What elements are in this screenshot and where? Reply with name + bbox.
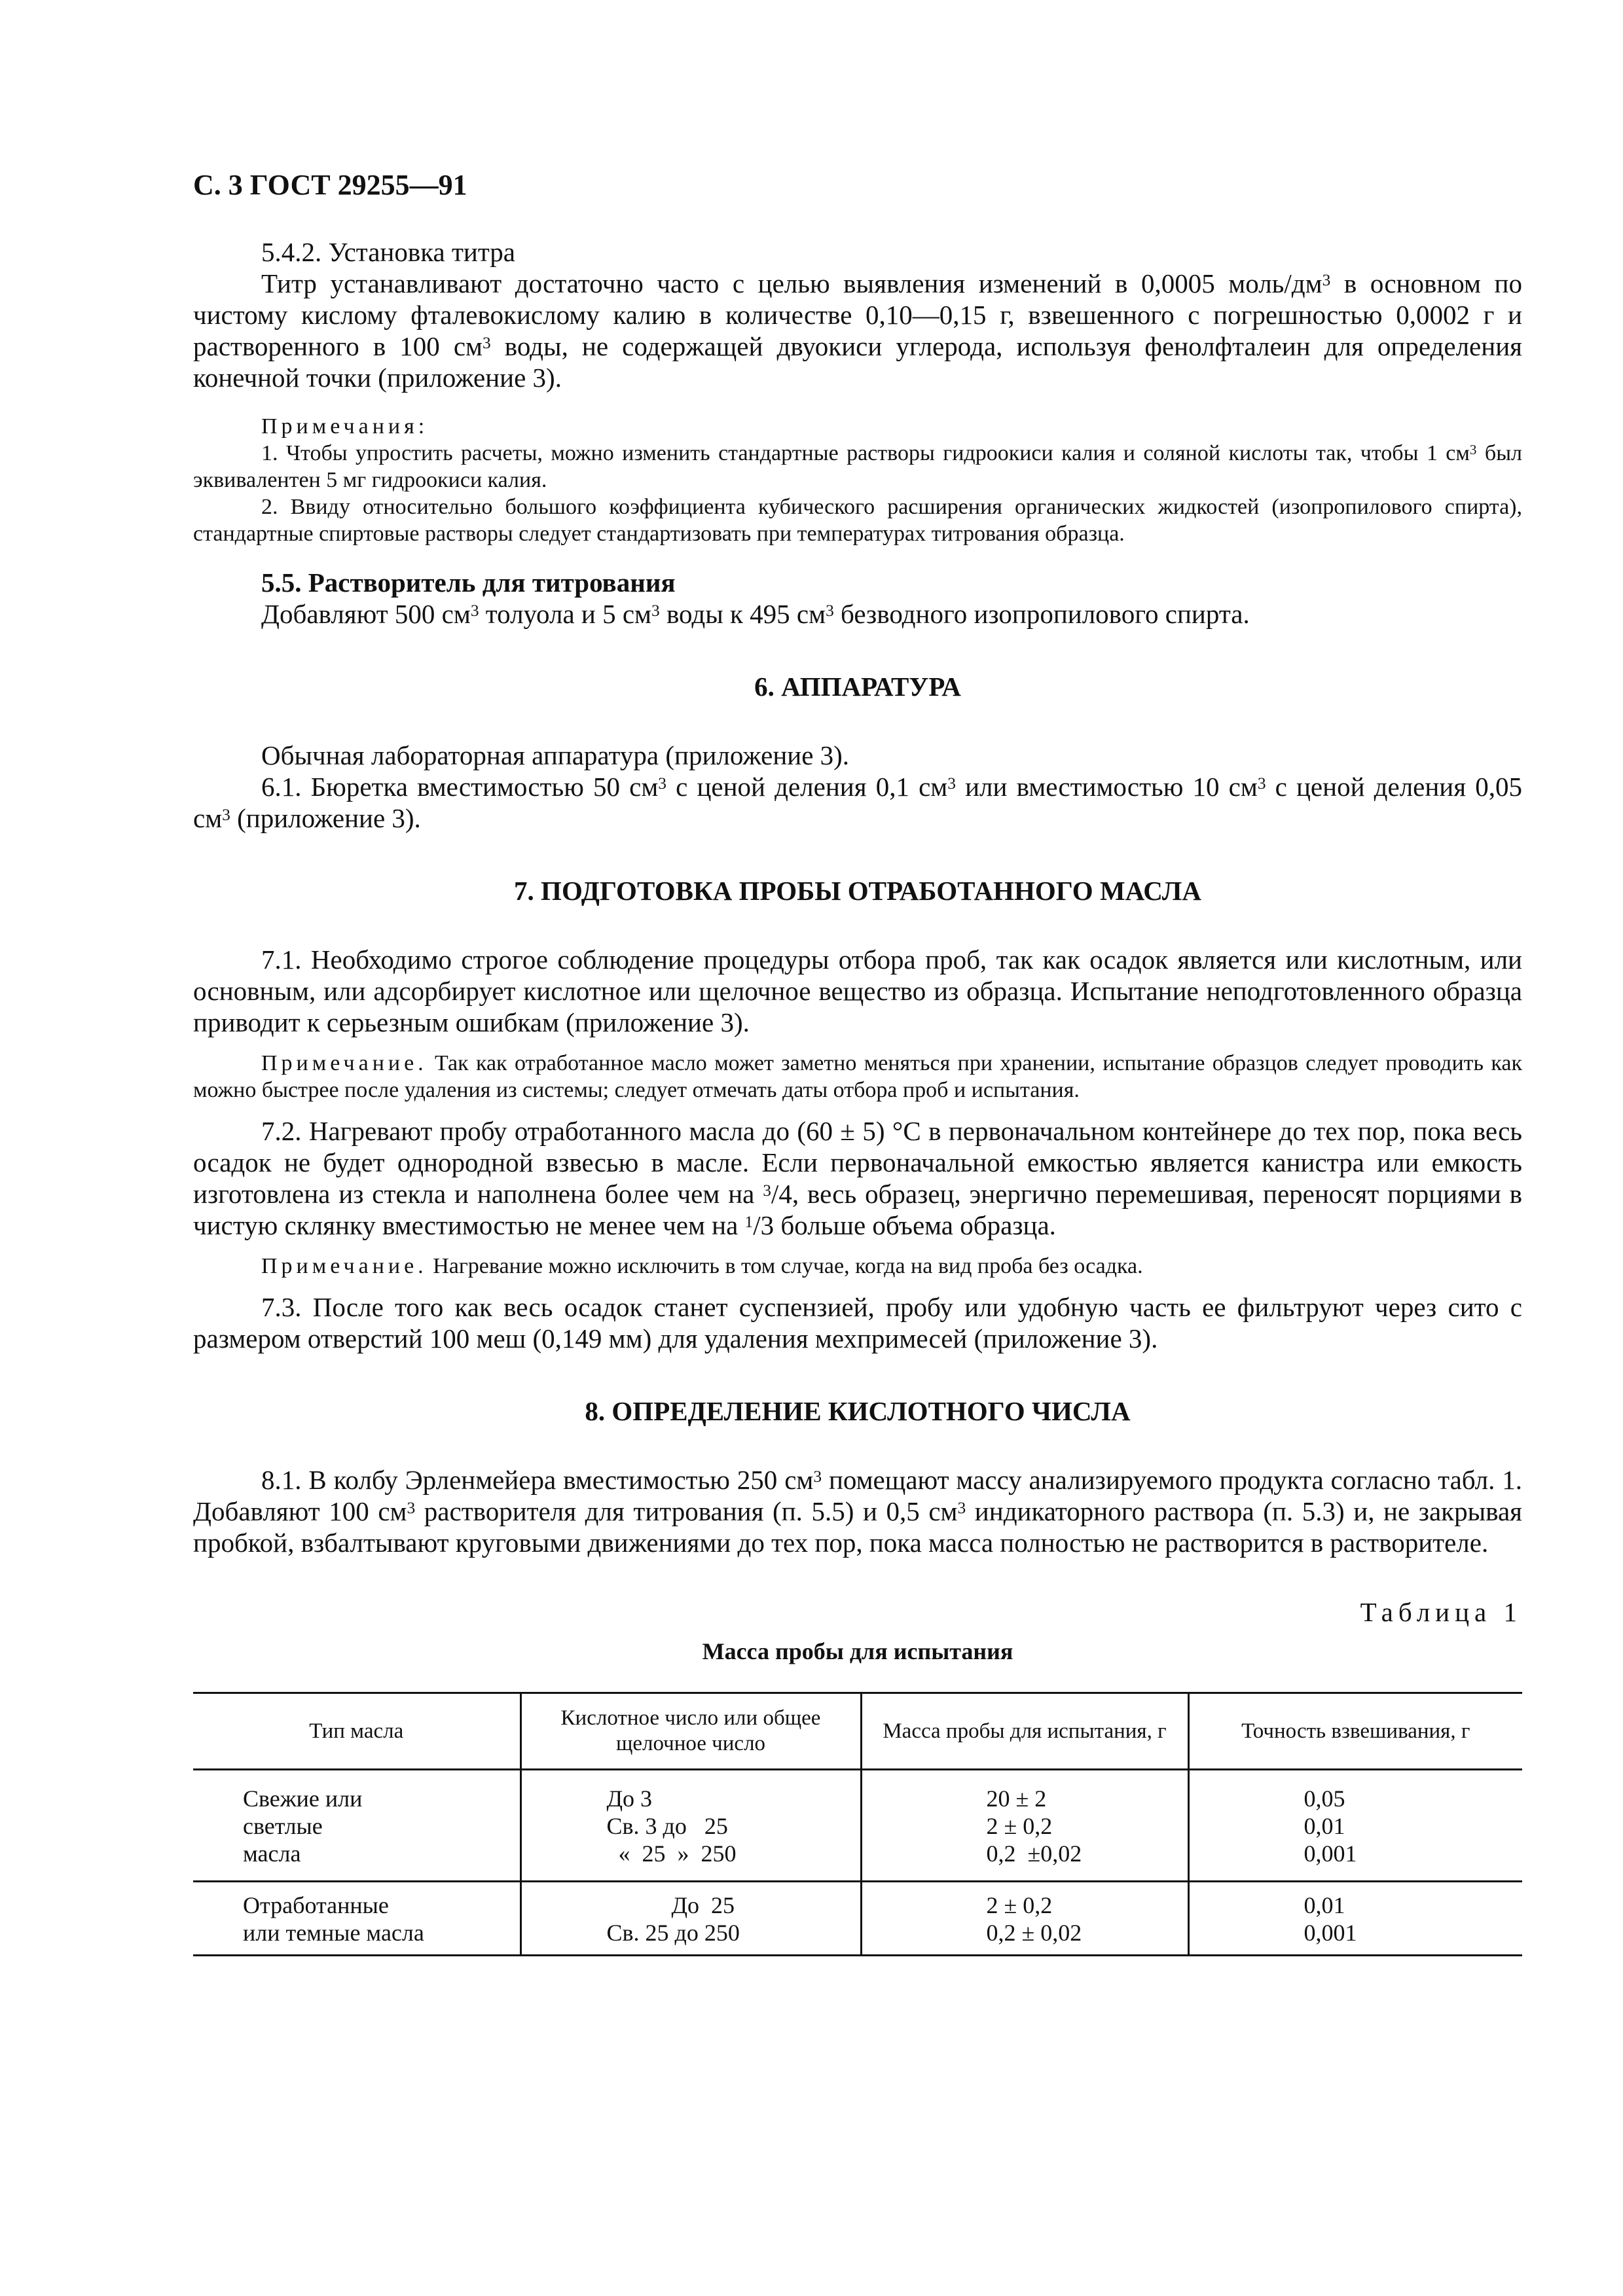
sample-mass-table [193,1692,1522,1956]
oil-type-cell: Отработанные или темные масла [193,1882,520,1956]
section-5-4-2-title: 5.4.2. Установка титра [261,237,515,267]
header-weighing-accuracy: Точность взвешивания, г [1188,1693,1522,1770]
header-oil-type: Тип масла [193,1693,520,1770]
standard-code: ГОСТ 29255—91 [249,169,467,201]
oil-type-cell: Свежие или светлые масла [243,1785,363,1867]
acid-number-cell: До 3 Св. 3 до 25 « 25 » 250 [520,1770,861,1882]
table-header-row [193,1693,1522,1770]
section-7-2-text: 7.2. Нагревают пробу отработанного масла до (60 ± 5) °С в первоначальном контейнере до тех пор, пока весь осадок не будет однородной взвесью в масле. Если первоначальной емкостью является канистра или емкость изготовлена из стекла и наполнена более чем на $^3$/4, весь образец, энергично перемешивая, переносят порциями в чистую склянку вместимостью не менее чем на $^1$/3 больше объема образца. [193,1116,1522,1240]
sample-mass-cell: 20 ± 2 2 ± 0,2 0,2 ±0,02 [861,1770,1188,1882]
table-label: Таблица 1 [1360,1597,1522,1627]
section-5-5-title: 5.5. Растворитель для титрования [261,567,676,598]
note-1: 1. Чтобы упростить расчеты, можно изменить стандартные растворы гидроокиси калия и соляной кислоты так, чтобы 1 $см^3$ был эквивалентен 5 мг гидроокиси калия. [193,441,1523,492]
header-acid-number: Кислотное число или общее щелочное число [520,1693,861,1770]
page-number: С. 3 [193,169,243,201]
acid-number-cell: До 25 Св. 25 до 250 [520,1882,861,1956]
weighing-accuracy-cell: 0,05 0,01 0,001 [1188,1770,1522,1882]
section-7-heading: 7. ПОДГОТОВКА ПРОБЫ ОТРАБОТАННОГО МАСЛА [514,876,1201,906]
weighing-accuracy-cell: 0,01 0,001 [1188,1882,1522,1956]
table-row [193,1882,1522,1956]
section-7-note-1: Примечание. Так как отработанное масло может заметно меняться при хранении, испытание образцов следует проводить как можно быстрее после удаления из системы; следует отмечать даты отбора проб и испытания. [193,1051,1522,1102]
section-6-heading: 6. АППАРАТУРА [754,672,961,702]
section-7-3-text: 7.3. После того как весь осадок станет суспензией, пробу или удобную часть ее фильтруют через сито с размером отверстий 100 меш (0,149 мм) для удаления мехпримесей (приложение 3). [193,1292,1522,1354]
table-title: Масса пробы для испытания [702,1638,1013,1664]
section-5-4-2-text: Титр устанавливают достаточно часто с целью выявления изменений в 0,0005 моль/$дм^3$ в основном по чистому кислому фталевокислому калию в количестве 0,10—0,15 г, взвешенного с погрешностью 0,0002 г и растворенного в 100 $см^3$ воды, не содержащей двуокиси углерода, используя фенолфталеин для определения конечной точки (приложение 3). [193,268,1522,393]
section-6-1-text: 6.1. Бюретка вместимостью 50 $см^3$ с ценой деления 0,1 $см^3$ или вместимостью 10 $см^3$ с ценой деления 0,05 $см^3$ (приложение 3). [193,772,1523,833]
section-7-note-2: Примечание. Нагревание можно исключить в том случае, когда на вид проба без осадка. [261,1254,1143,1278]
notes-label: Примечания: [261,414,429,439]
section-7-1-text: 7.1. Необходимо строгое соблюдение процедуры отбора проб, так как осадок является или кислотным, или основным, или адсорбирует кислотное или щелочное вещество из образца. Испытание неподготовленного образца приводит к серьезным ошибкам (приложение 3). [193,944,1522,1037]
section-8-heading: 8. ОПРЕДЕЛЕНИЕ КИСЛОТНОГО ЧИСЛА [585,1396,1131,1426]
page-header [193,167,1522,204]
sample-mass-cell: 2 ± 0,2 0,2 ± 0,02 [861,1882,1188,1956]
section-8-1-text: 8.1. В колбу Эрленмейера вместимостью 250 $см^3$ помещают массу анализируемого продукта согласно табл. 1. Добавляют 100 $см^3$ растворителя для титрования (п. 5.5) и 0,5 $см^3$ индикаторного раствора (п. 5.3) и, не закрывая пробкой, взбалтывают круговыми движениями до тех пор, пока масса полностью не растворится в растворителе. [193,1465,1523,1558]
note-2: 2. Ввиду относительно большого коэффициента кубического расширения органических жидкостей (изопропилового спирта), стандартные спиртовые растворы следует стандартизовать при температурах титрования образца. [193,495,1522,546]
document-page [193,167,1522,1956]
section-5-5-text: Добавляют 500 $см^3$ толуола и 5 $см^3$ воды к 495 $см^3$ безводного изопропилового спирта. [261,599,1250,629]
section-6-text: Обычная лабораторная аппаратура (приложение 3). [261,740,850,770]
table-row [193,1770,1522,1882]
header-sample-mass: Масса пробы для испытания, г [861,1693,1188,1770]
